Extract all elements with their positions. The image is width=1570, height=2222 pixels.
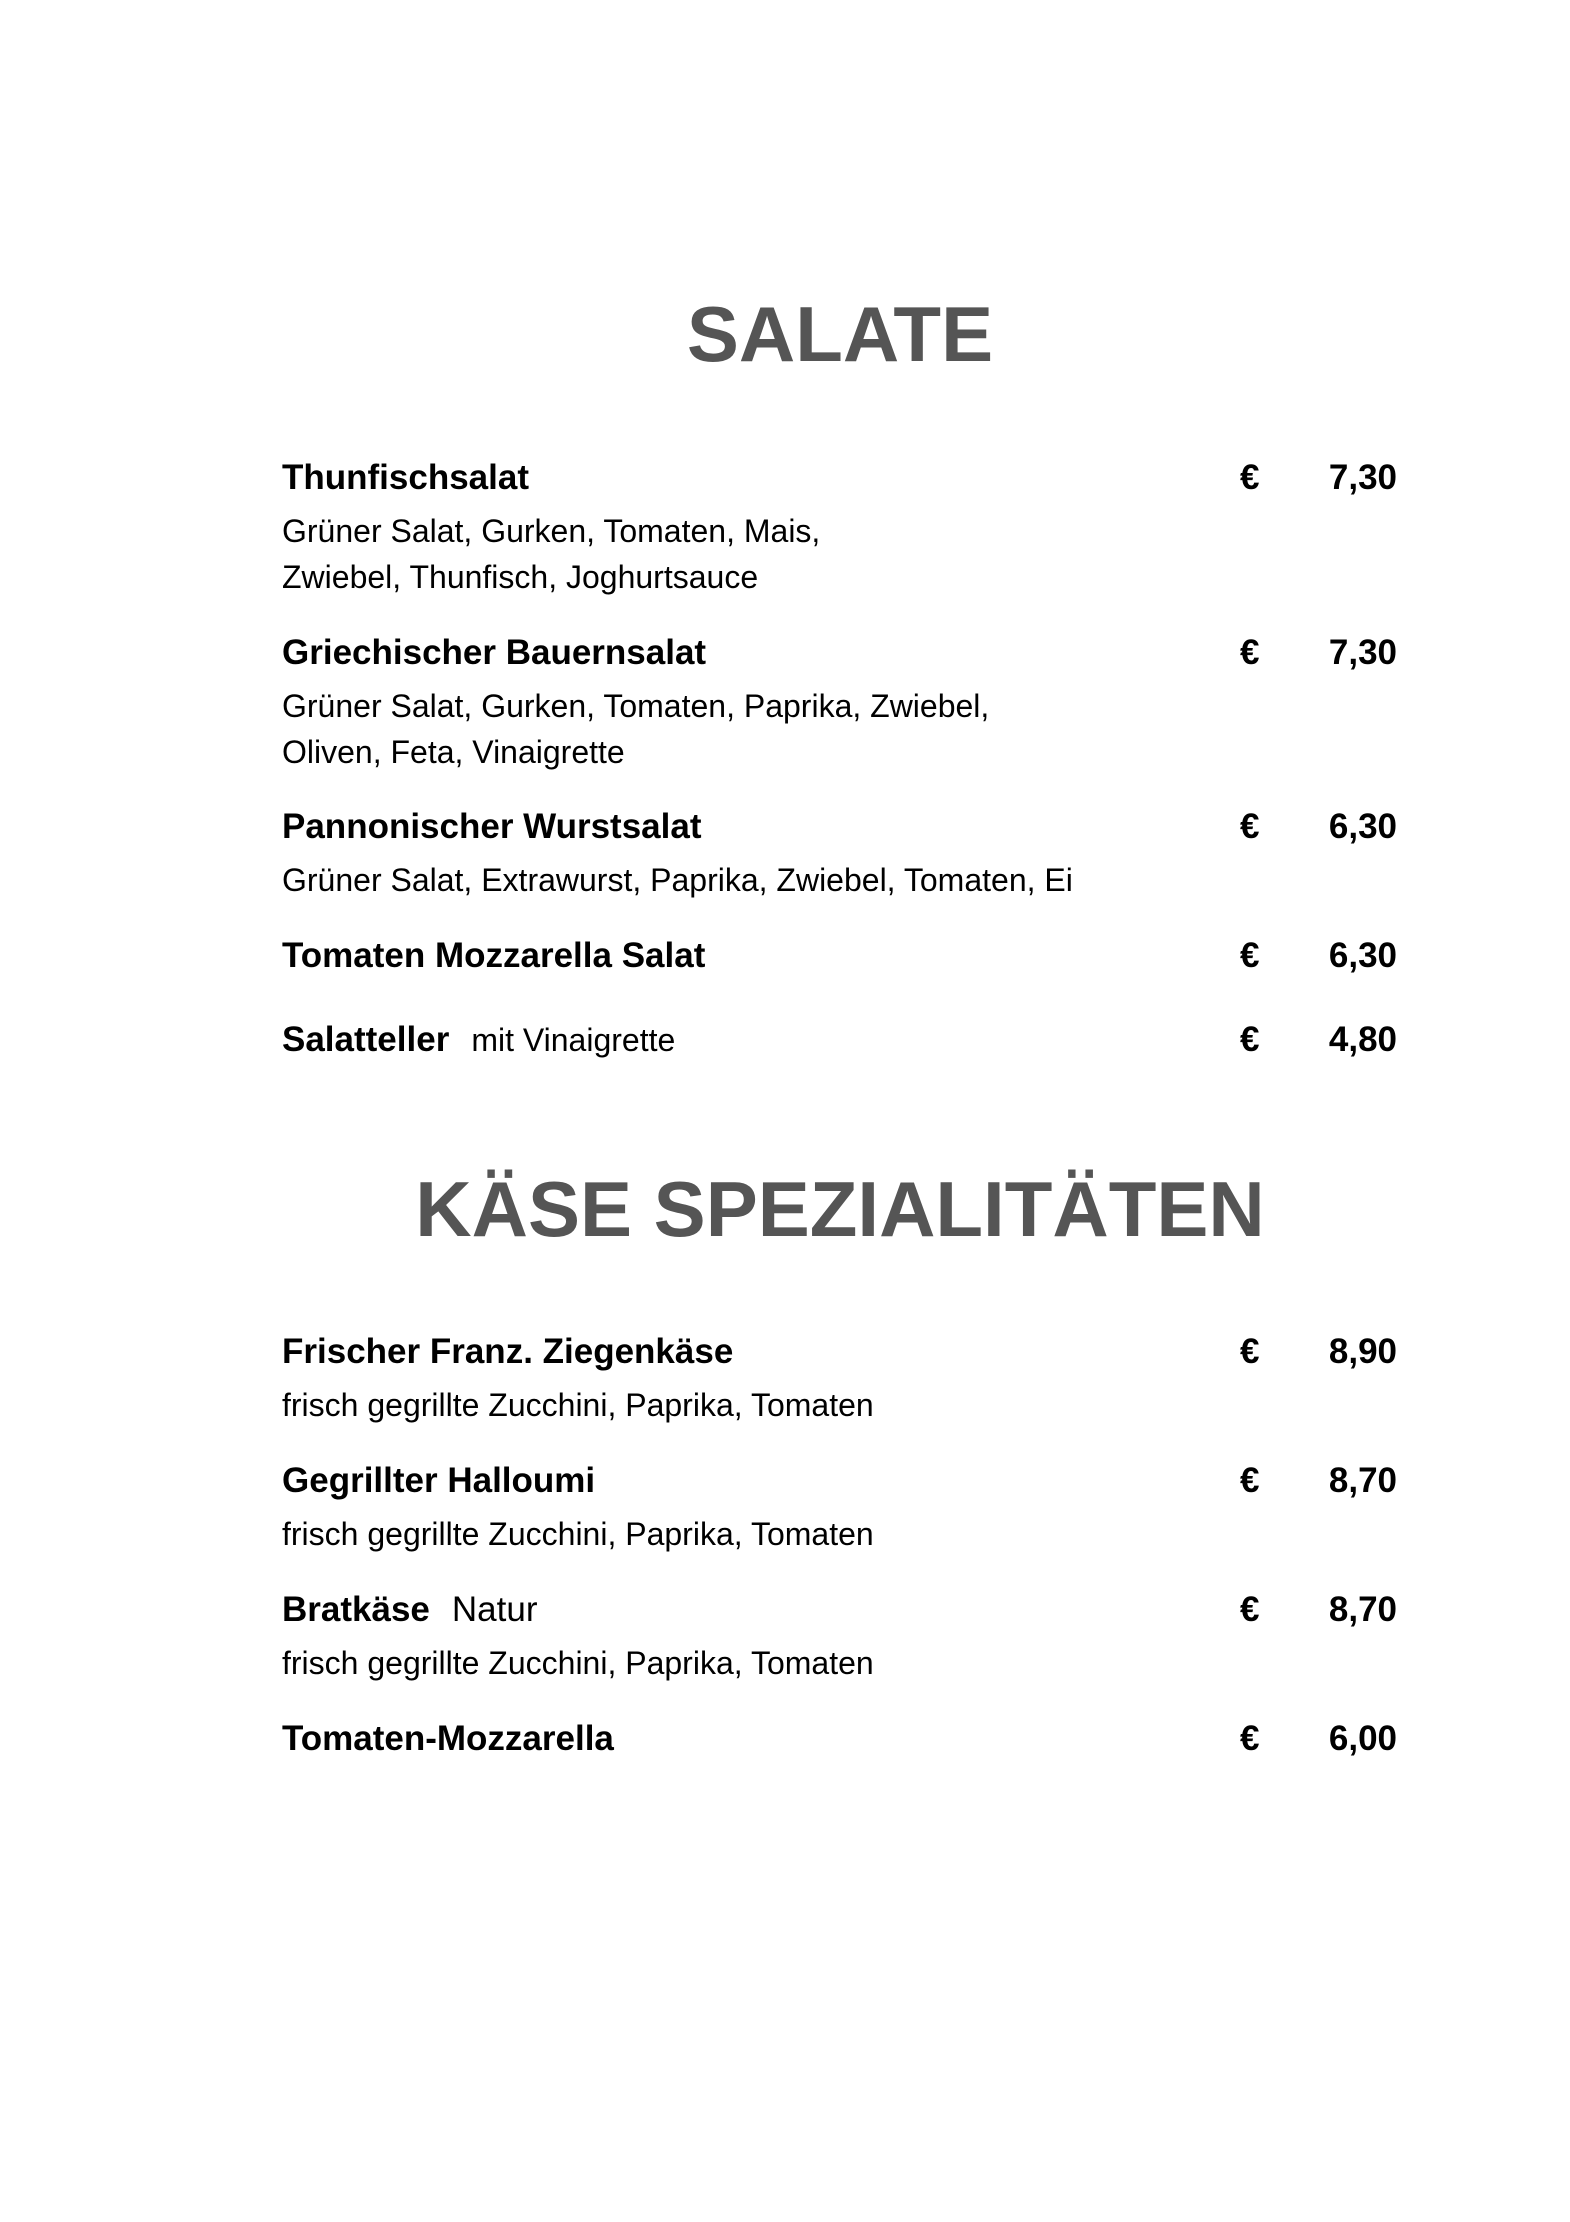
section-title-salate: SALATE bbox=[686, 290, 994, 378]
item-price: 6,30 bbox=[1328, 936, 1397, 975]
item-name: Frischer Franz. Ziegenkäse bbox=[282, 1332, 734, 1371]
item-description-line: frisch gegrillte Zucchini, Paprika, Tomaten bbox=[282, 1516, 874, 1552]
item-description bbox=[282, 683, 989, 775]
item-name-suffix: mit Vinaigrette bbox=[471, 1022, 676, 1058]
item-price: 4,80 bbox=[1328, 1020, 1397, 1059]
item-name bbox=[282, 1022, 675, 1057]
item-price: 7,30 bbox=[1328, 458, 1397, 497]
item-name: Thunfischsalat bbox=[282, 458, 529, 497]
item-description bbox=[282, 1511, 874, 1557]
item-description-line: frisch gegrillte Zucchini, Paprika, Tomaten bbox=[282, 1645, 874, 1681]
item-description bbox=[282, 1382, 874, 1428]
item-name-text: Salatteller bbox=[282, 1020, 450, 1059]
item-name-suffix: Natur bbox=[451, 1590, 538, 1629]
item-price: 6,30 bbox=[1328, 807, 1397, 846]
item-price: 8,70 bbox=[1328, 1461, 1397, 1500]
item-name: Tomaten Mozzarella Salat bbox=[282, 936, 706, 975]
item-description-line: Grüner Salat, Gurken, Tomaten, Paprika, Zwiebel, bbox=[282, 688, 990, 724]
section-title-kaese-spezialitaeten: KÄSE SPEZIALITÄTEN bbox=[415, 1165, 1265, 1253]
item-description-line: Grüner Salat, Extrawurst, Paprika, Zwiebel, Tomaten, Ei bbox=[282, 862, 1073, 898]
currency-symbol: € bbox=[1240, 1590, 1260, 1629]
item-description-line: Grüner Salat, Gurken, Tomaten, Mais, bbox=[282, 513, 821, 549]
item-description bbox=[282, 857, 1073, 903]
currency-symbol: € bbox=[1240, 1332, 1260, 1371]
item-name: Tomaten-Mozzarella bbox=[282, 1719, 614, 1758]
item-name: Gegrillter Halloumi bbox=[282, 1461, 596, 1500]
currency-symbol: € bbox=[1240, 458, 1260, 497]
currency-symbol: € bbox=[1240, 1020, 1260, 1059]
item-price: 8,70 bbox=[1328, 1590, 1397, 1629]
item-name-text: Bratkäse bbox=[282, 1590, 430, 1629]
item-description bbox=[282, 508, 820, 600]
currency-symbol: € bbox=[1240, 936, 1260, 975]
item-description-line: Oliven, Feta, Vinaigrette bbox=[282, 734, 625, 770]
currency-symbol: € bbox=[1240, 1461, 1260, 1500]
item-description-line: frisch gegrillte Zucchini, Paprika, Tomaten bbox=[282, 1387, 874, 1423]
item-description-line: Zwiebel, Thunfisch, Joghurtsauce bbox=[282, 559, 759, 595]
item-price: 8,90 bbox=[1328, 1332, 1397, 1371]
currency-symbol: € bbox=[1240, 807, 1260, 846]
item-description bbox=[282, 1640, 874, 1686]
item-price: 6,00 bbox=[1328, 1719, 1397, 1758]
currency-symbol: € bbox=[1240, 633, 1260, 672]
item-price: 7,30 bbox=[1328, 633, 1397, 672]
item-name: Griechischer Bauernsalat bbox=[282, 633, 707, 672]
item-name bbox=[282, 1592, 537, 1627]
currency-symbol: € bbox=[1240, 1719, 1260, 1758]
item-name: Pannonischer Wurstsalat bbox=[282, 807, 702, 846]
